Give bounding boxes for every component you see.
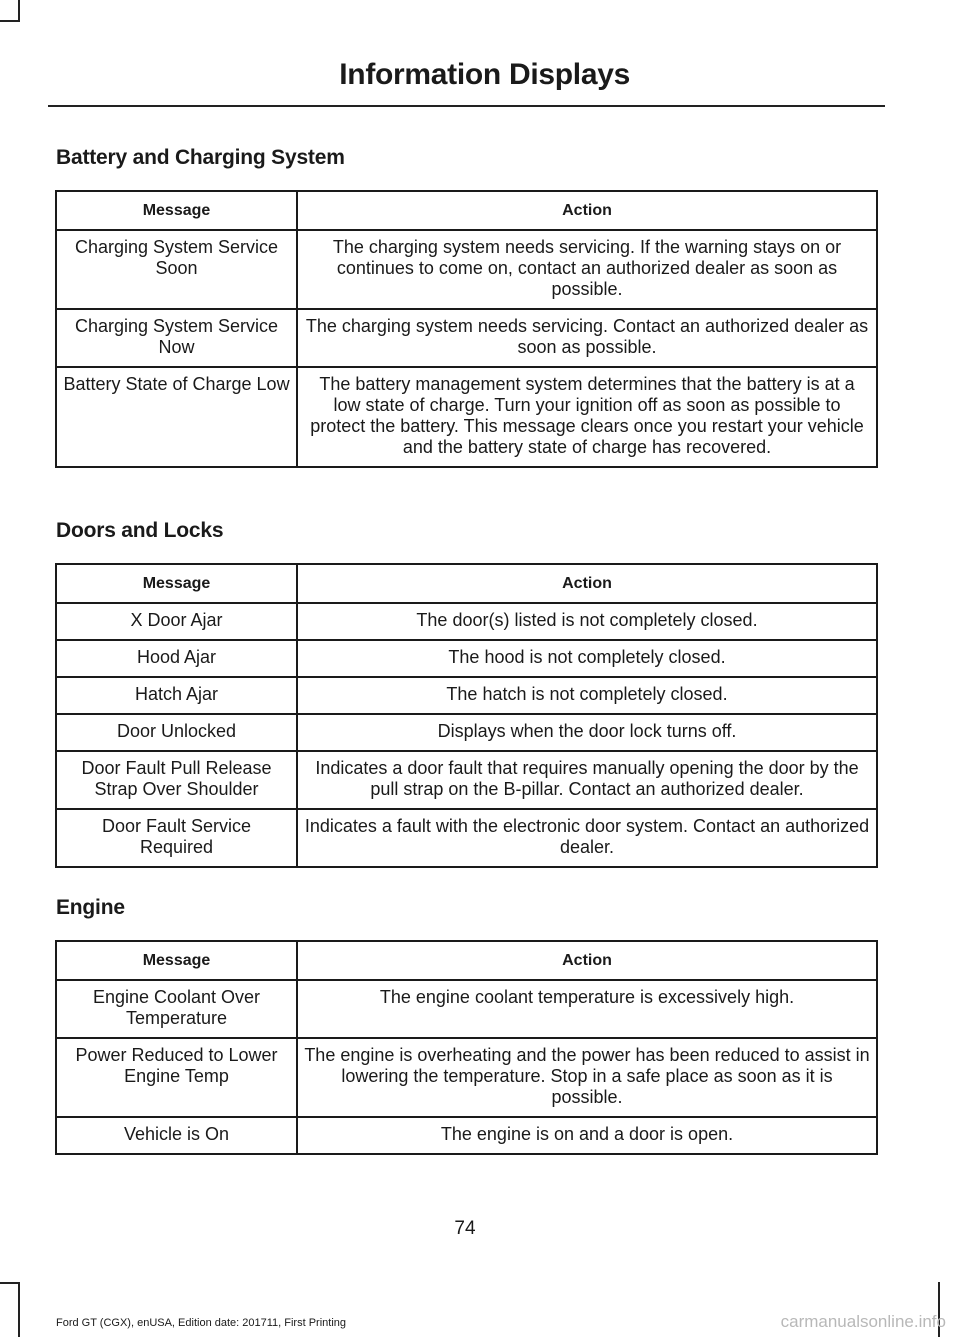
- page-title: Information Displays: [339, 58, 630, 91]
- table-header-row: [56, 941, 877, 980]
- message-cell: Door Fault Service Required: [56, 809, 297, 867]
- action-cell: Indicates a door fault that requires manually opening the door by the pull strap on the B-pillar. Contact an authorized dealer.: [297, 751, 877, 809]
- battery-table: [55, 190, 878, 468]
- message-cell: Power Reduced to Lower Engine Temp: [56, 1038, 297, 1117]
- column-header-action: Action: [297, 564, 877, 603]
- message-cell: Battery State of Charge Low: [56, 367, 297, 467]
- table-row: [56, 230, 877, 309]
- section-heading-battery: Battery and Charging System: [56, 146, 345, 169]
- message-cell: Door Fault Pull Release Strap Over Shoulder: [56, 751, 297, 809]
- message-cell: X Door Ajar: [56, 603, 297, 640]
- action-cell: The engine is on and a door is open.: [297, 1117, 877, 1154]
- crop-mark: [0, 1282, 20, 1284]
- watermark: carmanualsonline.info: [780, 1312, 946, 1331]
- table-row: [56, 714, 877, 751]
- crop-mark: [0, 20, 20, 22]
- message-cell: Engine Coolant Over Temperature: [56, 980, 297, 1038]
- message-cell: Hood Ajar: [56, 640, 297, 677]
- message-cell: Hatch Ajar: [56, 677, 297, 714]
- action-cell: The hatch is not completely closed.: [297, 677, 877, 714]
- table-row: [56, 677, 877, 714]
- section-heading-doors: Doors and Locks: [56, 519, 224, 542]
- action-cell: Indicates a fault with the electronic door system. Contact an authorized dealer.: [297, 809, 877, 867]
- table-row: [56, 1038, 877, 1117]
- column-header-message: Message: [56, 564, 297, 603]
- column-header-action: Action: [297, 941, 877, 980]
- table-row: [56, 980, 877, 1038]
- action-cell: The charging system needs servicing. Contact an authorized dealer as soon as possible.: [297, 309, 877, 367]
- message-cell: Vehicle is On: [56, 1117, 297, 1154]
- edition-footer: Ford GT (CGX), enUSA, Edition date: 201711, First Printing: [56, 1317, 346, 1329]
- table-row: [56, 751, 877, 809]
- table-row: [56, 1117, 877, 1154]
- action-cell: The door(s) listed is not completely closed.: [297, 603, 877, 640]
- crop-mark: [18, 0, 20, 22]
- table-header-row: [56, 564, 877, 603]
- action-cell: Displays when the door lock turns off.: [297, 714, 877, 751]
- engine-table: [55, 940, 878, 1155]
- action-cell: The hood is not completely closed.: [297, 640, 877, 677]
- crop-mark: [18, 1282, 20, 1337]
- page-number: 74: [454, 1218, 476, 1239]
- message-cell: Charging System Service Now: [56, 309, 297, 367]
- section-heading-engine: Engine: [56, 896, 125, 919]
- doors-table: [55, 563, 878, 868]
- action-cell: The charging system needs servicing. If the warning stays on or continues to come on, contact an authorized dealer as soon as possible.: [297, 230, 877, 309]
- table-row: [56, 809, 877, 867]
- table-row: [56, 603, 877, 640]
- table-row: [56, 367, 877, 467]
- column-header-message: Message: [56, 191, 297, 230]
- action-cell: The battery management system determines that the battery is at a low state of charge. Turn your ignition off as soon as possible to protect the battery. This message clears once you restart your vehicle and the battery state of charge has recovered.: [297, 367, 877, 467]
- header-divider: [48, 105, 885, 107]
- action-cell: The engine is overheating and the power has been reduced to assist in lowering the temperature. Stop in a safe place as soon as it is possible.: [297, 1038, 877, 1117]
- table-header-row: [56, 191, 877, 230]
- column-header-message: Message: [56, 941, 297, 980]
- message-cell: Charging System Service Soon: [56, 230, 297, 309]
- table-row: [56, 309, 877, 367]
- table-row: [56, 640, 877, 677]
- message-cell: Door Unlocked: [56, 714, 297, 751]
- action-cell: The engine coolant temperature is excessively high.: [297, 980, 877, 1038]
- column-header-action: Action: [297, 191, 877, 230]
